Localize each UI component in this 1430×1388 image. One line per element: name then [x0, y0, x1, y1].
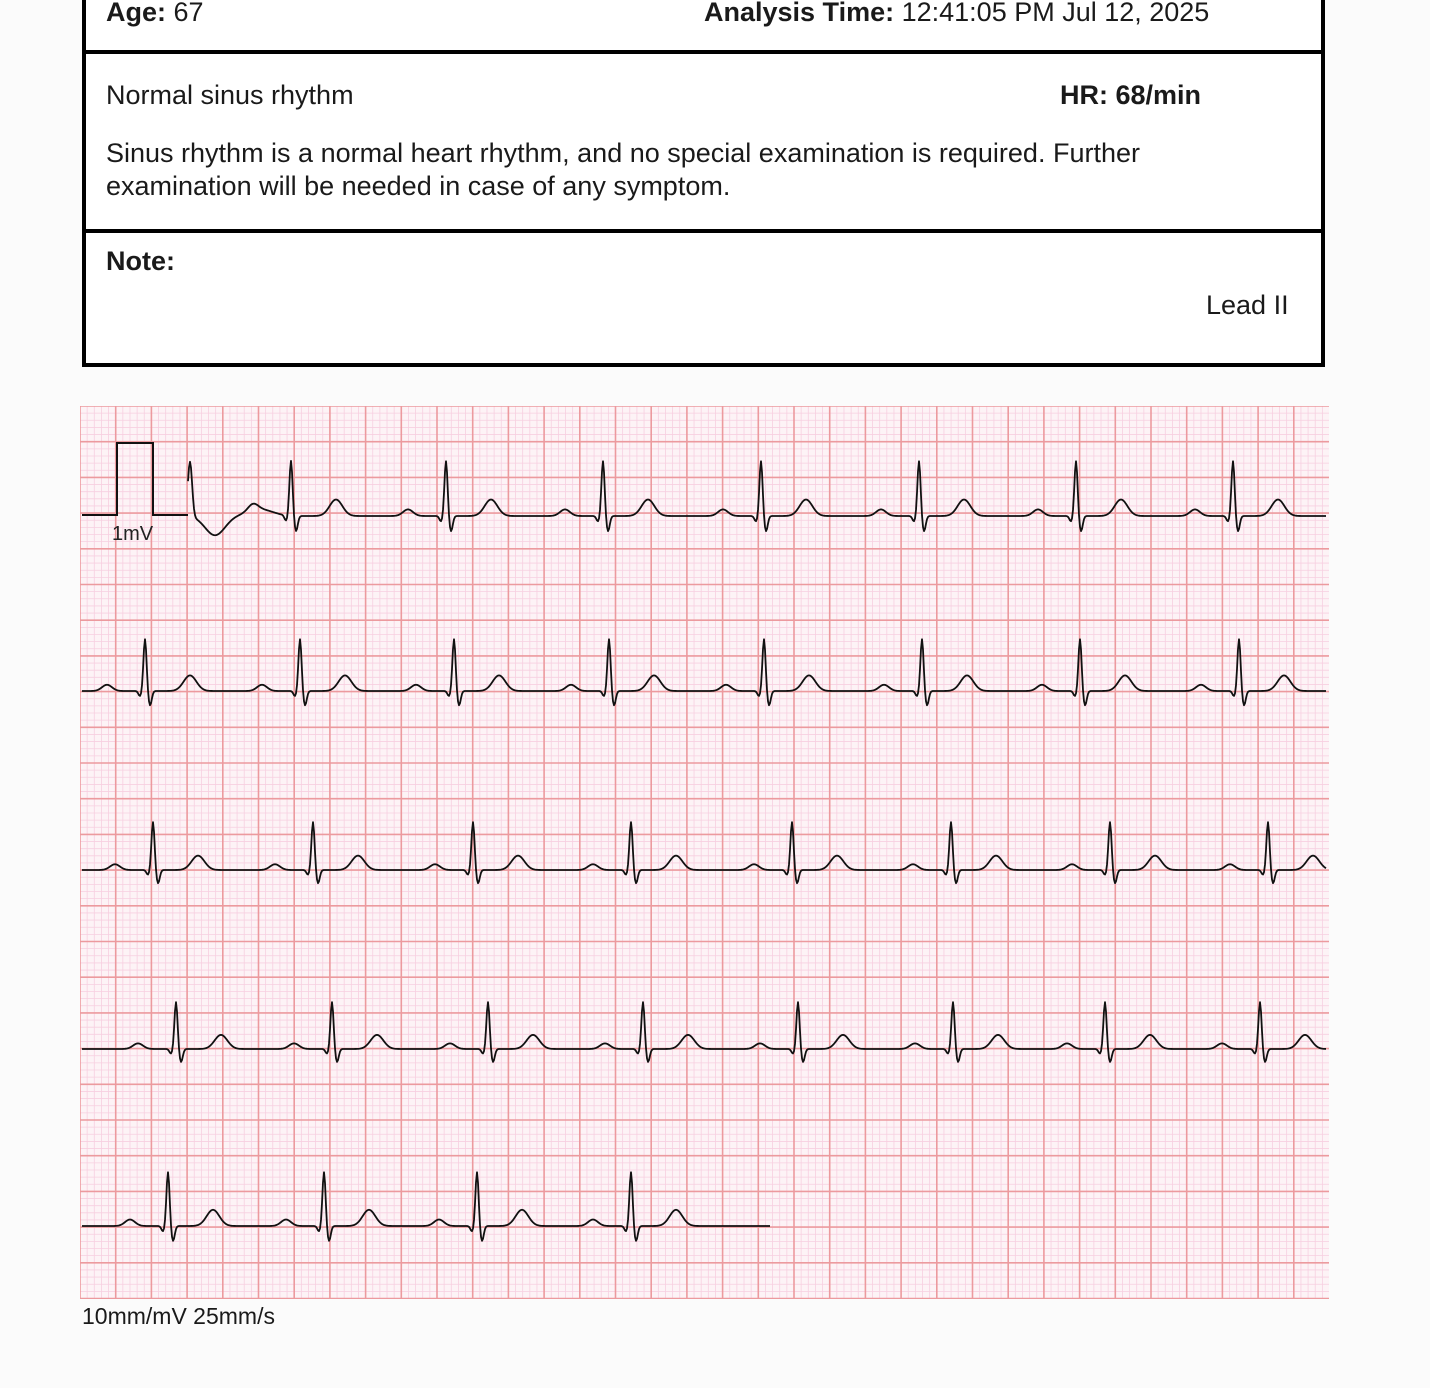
analysis-time-label: Analysis Time:: [704, 0, 895, 27]
calibration-label: 1mV: [112, 523, 154, 545]
result-description: Sinus rhythm is a normal heart rhythm, and no special examination is required. Further examination will be needed in case of any symptom.: [106, 138, 1140, 201]
age-label: Age:: [106, 0, 166, 27]
ecg-chart: [80, 406, 1329, 1299]
analysis-time-field: [704, 0, 1209, 29]
lead-label: Lead II: [1206, 290, 1289, 320]
analysis-time-value: 12:41:05 PM Jul 12, 2025: [901, 0, 1210, 27]
divider-top: [86, 50, 1321, 54]
scale-info: 10mm/mV 25mm/s: [82, 1303, 275, 1329]
divider-middle: [86, 229, 1321, 233]
ecg-strip: [80, 406, 1329, 1299]
age-field: [106, 0, 204, 29]
age-value: 67: [173, 0, 204, 27]
ecg-paper: [80, 406, 1329, 1299]
rhythm-result: Normal sinus rhythm: [106, 80, 354, 110]
heart-rate: HR: 68/min: [1060, 80, 1202, 110]
note-label: Note:: [106, 246, 175, 276]
report-header-box: [82, 0, 1325, 367]
